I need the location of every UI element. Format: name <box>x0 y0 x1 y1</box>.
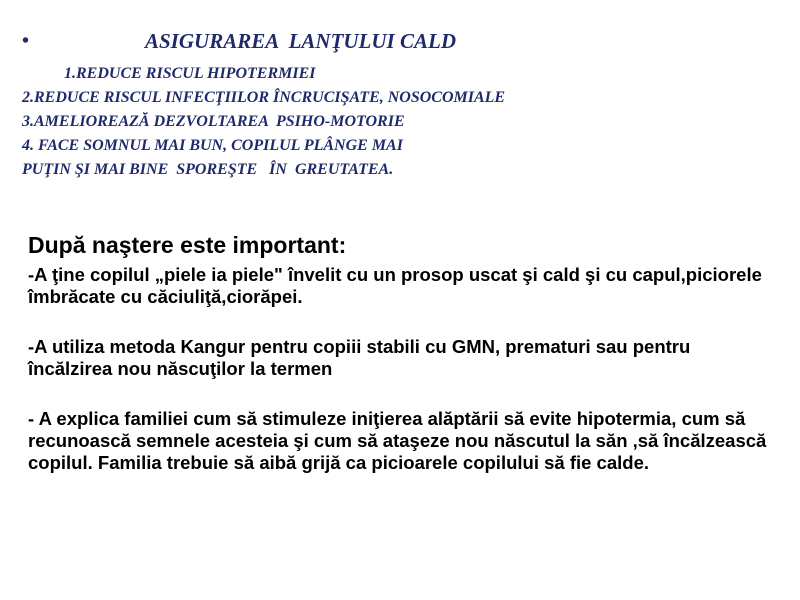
benefit-line-3: 3.AMELIOREAZĂ DEZVOLTAREA PSIHO-MOTORIE <box>22 113 405 130</box>
paragraph-spacer <box>28 380 773 408</box>
section-heading: După naştere este important: <box>28 232 347 258</box>
benefit-line-5: PUŢIN ŞI MAI BINE SPOREŞTE ÎN GREUTATEA. <box>22 161 394 178</box>
paragraph-spacer <box>28 308 773 336</box>
benefits-list <box>22 62 782 182</box>
benefit-line-4: 4. FACE SOMNUL MAI BUN, COPILUL PLÂNGE MAI <box>22 137 403 154</box>
slide-body <box>28 230 773 474</box>
paragraph-kangaroo-method: -A utiliza metoda Kangur pentru copiii stabili cu GMN, prematuri sau pentru încălzirea nou născuţilor la termen <box>28 336 691 379</box>
paragraph-skin-to-skin: -A ţine copilul „piele ia piele" învelit cu un prosop uscat şi cald şi cu capul,piciorele îmbrăcate cu căciuliţă,ciorăpei. <box>28 264 762 307</box>
paragraph-family-education: - A explica familiei cum să stimuleze iniţierea alăptării să evite hipotermia, cum să recunoască semnele acesteia şi cum să ataşeze nou născutul la săn ,să încălzească copilul. Familia trebuie să aibă grijă ca picioarele copilului să fie calde. <box>28 408 767 473</box>
bullet-marker: • <box>22 30 30 52</box>
benefit-line-1: 1.REDUCE RISCUL HIPOTERMIEI <box>64 65 316 82</box>
slide-title: ASIGURAREA LANŢULUI CALD <box>145 29 456 53</box>
benefit-line-2: 2.REDUCE RISCUL INFECŢIILOR ÎNCRUCIŞATE, NOSOCOMIALE <box>22 89 506 106</box>
